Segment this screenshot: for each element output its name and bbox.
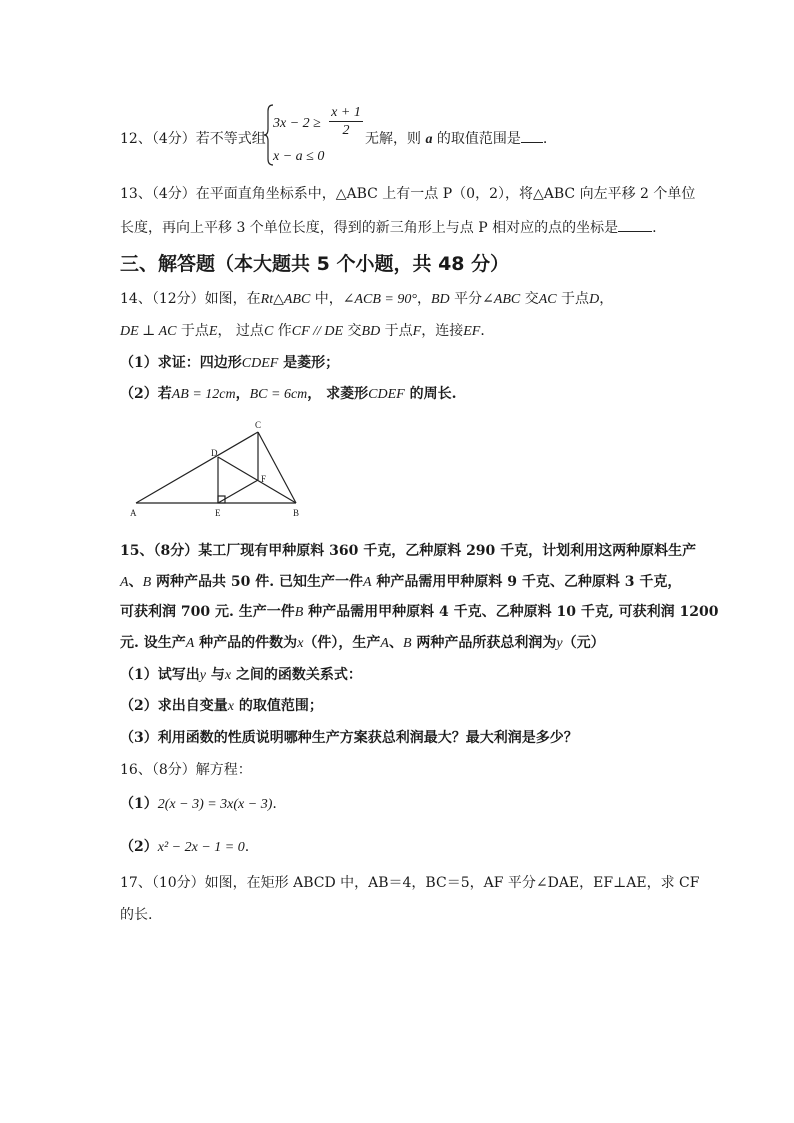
q16-p2-a: （2）	[120, 839, 158, 855]
q12-frac-denominator: 2	[342, 123, 350, 138]
q15-l4-f: A	[380, 636, 389, 651]
q15-p1-e: 之间的函数关系式：	[231, 667, 362, 683]
q14-l1-d: ∠ACB = 90°	[342, 292, 417, 307]
fig-label-d: D	[211, 448, 218, 458]
q15-l3-c: 种产品需用甲种原料 4 千克、乙种原料 10 千克, 可获利润 1200	[303, 604, 719, 620]
q14-l2-c: E	[208, 324, 218, 339]
q13-line2-end: .	[652, 220, 657, 236]
q15-l2-c: B	[142, 575, 152, 590]
q14-p2-e: ， 求菱形	[307, 386, 369, 402]
q14-l2-g: CF // DE	[291, 324, 344, 339]
q15-l2-a: A	[120, 575, 129, 590]
q14-p1-c: 是菱形；	[278, 355, 340, 371]
q14-l2-m: EF	[463, 324, 481, 339]
q14-p2-d: BC = 6cm	[249, 387, 308, 402]
q14-l1-k: 于点	[556, 291, 590, 307]
q13-line1: 13、（4分）在平面直角坐标系中，△ABC 上有一点 P（0，2），将△ABC 向左平移 2 个单位	[120, 186, 696, 202]
q16-part2	[120, 838, 249, 857]
q12-var-a: a	[425, 132, 433, 147]
q14-l2-k: F	[412, 324, 422, 339]
q14-l1-j: AC	[538, 292, 557, 307]
q15-l4-c: 种产品的件数为	[194, 635, 298, 651]
q14-l2-j: 于点	[380, 323, 413, 339]
q16-p1-c: .	[272, 796, 277, 812]
q14-p2-b: AB = 12cm	[171, 387, 236, 402]
q14-l2-d: ， 过点	[217, 323, 264, 339]
q15-p2-b: x	[227, 699, 234, 714]
q15-l2-e: A	[362, 575, 372, 590]
q14-l2-i: BD	[361, 324, 381, 339]
q15-l4-b: A	[185, 636, 195, 651]
q14-p1-a: （1）求证：四边形	[120, 355, 242, 371]
q15-part2	[120, 697, 323, 716]
q13-line2-text: 长度，再向上平移 3 个单位长度，得到的新三角形上与点 P 相对应的点的坐标是	[120, 220, 619, 236]
q14-l2-h: 交	[343, 323, 362, 339]
q14-l2-b: 于点	[176, 323, 209, 339]
q15-l3-b: B	[294, 605, 304, 620]
q15-l4-e: （件），生产	[303, 635, 381, 651]
fig-label-e: E	[215, 508, 221, 518]
q12-frac-numerator: x + 1	[331, 105, 361, 120]
q15-l4-j: y	[556, 636, 563, 651]
q15-line1: 15、（8分）某工厂现有甲种原料 360 千克，乙种原料 290 千克，计划利用这两种原料生产	[120, 543, 697, 559]
q16-p1-a: （1）	[120, 796, 158, 812]
q15-line2	[120, 573, 681, 592]
q14-l2-a: DE ⊥ AC	[120, 324, 177, 339]
q15-part1	[120, 666, 362, 685]
section3-title: 三、解答题（本大题共 5 个小题，共 48 分）	[120, 253, 510, 275]
q17-line2: 的长.	[120, 907, 153, 923]
q14-p2-a: （2）若	[120, 386, 172, 402]
q15-p1-c: 与	[205, 667, 225, 683]
fig-label-a: A	[130, 508, 137, 518]
q16-p2-c: .	[244, 839, 250, 855]
q14-p2-f: CDEF	[368, 387, 405, 402]
q15-line4	[120, 634, 605, 653]
q14-l1-a: 14、（12分）如图，在	[120, 291, 261, 307]
q14-l1-i: 交	[520, 291, 539, 307]
q15-l2-f: 种产品需用甲种原料 9 千克、乙种原料 3 千克，	[371, 574, 682, 590]
q14-p2-g: 的周长.	[404, 386, 457, 402]
q14-l1-b: Rt△ABC	[260, 292, 311, 307]
q15-l2-b: 、	[128, 574, 143, 590]
q12-row2: x − a ≤ 0	[273, 149, 325, 164]
q15-l4-d: x	[297, 636, 304, 651]
q17-line1: 17、（10分）如图，在矩形 ABCD 中，AB＝4，BC＝5，AF 平分∠DAE，EF⊥AE，求 CF	[120, 875, 700, 891]
q15-p1-d: x	[224, 668, 232, 683]
q15-l4-a: 元. 设生产	[120, 635, 186, 651]
q14-l1-l: D	[589, 292, 600, 307]
q12-prefix-text: 12、（4分）若不等式组	[120, 131, 266, 147]
q15-l4-k: （元）	[562, 635, 605, 651]
q14-p2-c: ，	[235, 386, 250, 402]
fig-label-b: B	[293, 508, 300, 518]
q14-l1-g: 平分	[449, 291, 483, 307]
q15-l4-g: 、	[388, 635, 403, 651]
q14-l1-h: ∠ABC	[482, 292, 521, 307]
q15-l4-h: B	[402, 636, 412, 651]
q15-p2-c: 的取值范围；	[233, 698, 323, 714]
q15-p2-a: （2）求出自变量	[120, 698, 228, 714]
q14-l2-l: ，连接	[421, 323, 464, 339]
q15-line3	[120, 603, 718, 622]
fig-label-c: C	[255, 420, 262, 430]
q14-l2-e: C	[263, 324, 274, 339]
q14-l1-e: ，	[416, 291, 431, 307]
q14-l1-f: BD	[430, 292, 450, 307]
q16-p1-b: 2(x − 3) = 3x(x − 3)	[157, 797, 273, 812]
q15-part3: （3）利用函数的性质说明哪种生产方案获总利润最大？最大利润是多少？	[120, 730, 578, 746]
q16-p2-b: x² − 2x − 1 = 0	[157, 840, 245, 855]
q12-tail-a: 无解，则	[365, 131, 421, 147]
q14-l1-c: 中，	[310, 291, 343, 307]
fig-segment-ef	[218, 480, 258, 503]
q15-p1-a: （1）试写出	[120, 667, 200, 683]
q14-l2-f: 作	[273, 323, 292, 339]
q12-row1-left: 3x − 2 ≥	[273, 116, 321, 131]
fig-side-ac	[136, 432, 258, 503]
q15-p1-b: y	[199, 668, 206, 683]
q14-p1-b: CDEF	[241, 356, 279, 371]
q14-l1-m: ，	[599, 291, 614, 307]
q15-l2-d: 两种产品共 50 件. 已知生产一件	[151, 574, 363, 590]
q16-part1	[120, 795, 277, 814]
q15-l4-i: 两种产品所获总利润为	[411, 635, 557, 651]
fig-label-f: F	[261, 474, 267, 484]
q12-tail-b: 的取值范围是	[436, 131, 521, 147]
q16-line1: 16、（8分）解方程：	[120, 762, 252, 778]
q15-l3-a: 可获利润 700 元. 生产一件	[120, 604, 295, 620]
q12-tail-end: .	[542, 131, 548, 147]
q14-l2-n: ．	[480, 323, 495, 339]
